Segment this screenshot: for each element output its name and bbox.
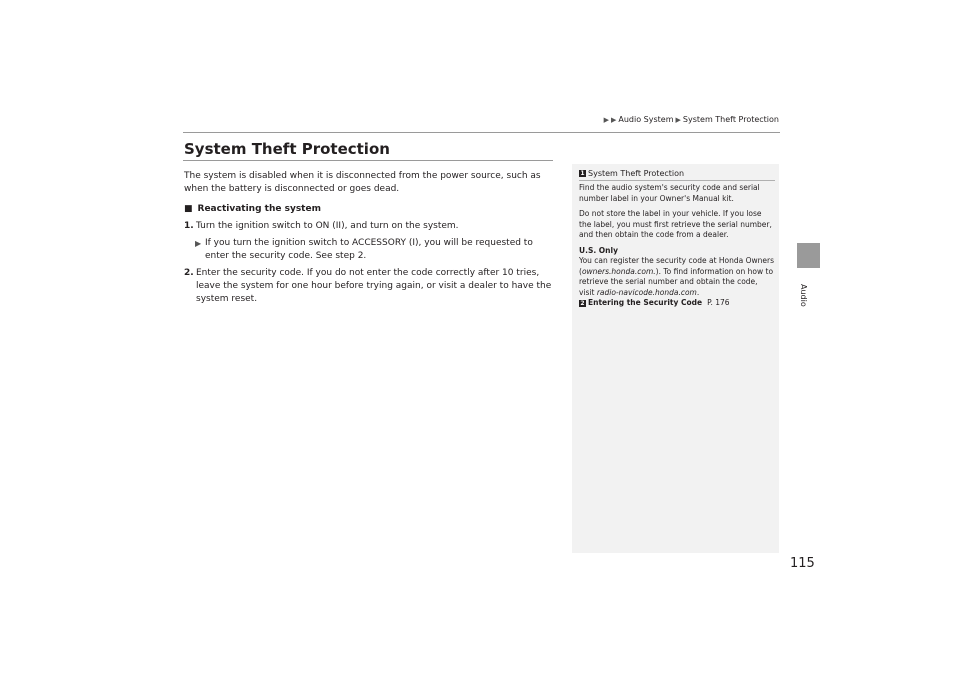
section-tab-marker xyxy=(797,243,820,268)
main-content xyxy=(184,170,556,310)
step-2 xyxy=(184,267,556,306)
step-1-note xyxy=(195,237,556,263)
intro-paragraph: The system is disabled when it is disconnected from the power source, such as when the battery is disconnected or goes dead. xyxy=(184,171,541,194)
text-part: ). To find information on how to retrieve the serial number and obtain the code, visit xyxy=(579,266,774,297)
breadcrumb-item-system-theft-protection: System Theft Protection xyxy=(682,115,779,124)
sidebar-notes xyxy=(572,164,779,553)
title-divider xyxy=(183,160,553,161)
cross-reference-link[interactable] xyxy=(579,298,774,309)
link-page[interactable]: P. 176 xyxy=(707,298,730,307)
subheading-text: Reactivating the system xyxy=(197,204,321,214)
sidebar-paragraph: Do not store the label in your vehicle. If you lose the label, you must first retrieve the serial number, and then obtain the code from a dealer. xyxy=(579,209,772,239)
note-text: If you turn the ignition switch to ACCESSORY (I), you will be requested to enter the security code. See step 2. xyxy=(205,238,533,261)
square-bullet-icon: ■ xyxy=(184,204,193,214)
breadcrumb-arrow-icon: ▶ xyxy=(611,115,617,124)
step-number: 1. xyxy=(184,221,194,231)
sidebar-paragraph-us xyxy=(579,256,774,298)
us-only-heading: U.S. Only xyxy=(579,245,618,255)
header-divider xyxy=(183,132,780,133)
section-tab-label: Audio xyxy=(799,284,808,307)
step-text: Enter the security code. If you do not enter the code correctly after 10 tries, leave the system for one hour before trying again, or visit a dealer to have the system reset. xyxy=(196,268,552,304)
breadcrumb-item-audio-system[interactable]: Audio System xyxy=(618,115,674,124)
page-title: System Theft Protection xyxy=(184,140,390,158)
page-number: 115 xyxy=(790,556,815,571)
step-number: 2. xyxy=(184,268,194,278)
url-radio-navicode[interactable]: radio-navicode.honda.com xyxy=(596,287,697,297)
sidebar-paragraph: Find the audio system's security code and serial number label in your Owner's Manual kit. xyxy=(579,183,760,203)
subheading xyxy=(184,203,556,216)
breadcrumb-arrow-icon: ▶ xyxy=(675,115,681,124)
sidebar-body xyxy=(579,183,774,309)
sidebar-heading xyxy=(579,169,684,178)
breadcrumb xyxy=(604,115,779,124)
reference-icon: 1 xyxy=(580,170,585,177)
url-owners[interactable]: owners.honda.com. xyxy=(581,266,656,276)
note-arrow-icon: ▶ xyxy=(195,239,202,248)
step-text: Turn the ignition switch to ON (II), and turn on the system. xyxy=(196,221,459,231)
sidebar-divider xyxy=(579,180,775,181)
sidebar-title: System Theft Protection xyxy=(588,169,685,178)
text-part: . xyxy=(696,287,700,297)
breadcrumb-arrow-icon: ▶ xyxy=(603,115,609,124)
link-text[interactable]: Entering the Security Code xyxy=(588,298,703,307)
text-part: You can register the security code at Honda Owners ( xyxy=(579,256,775,276)
step-1 xyxy=(184,220,556,233)
cross-reference-icon: 2 xyxy=(580,299,585,307)
